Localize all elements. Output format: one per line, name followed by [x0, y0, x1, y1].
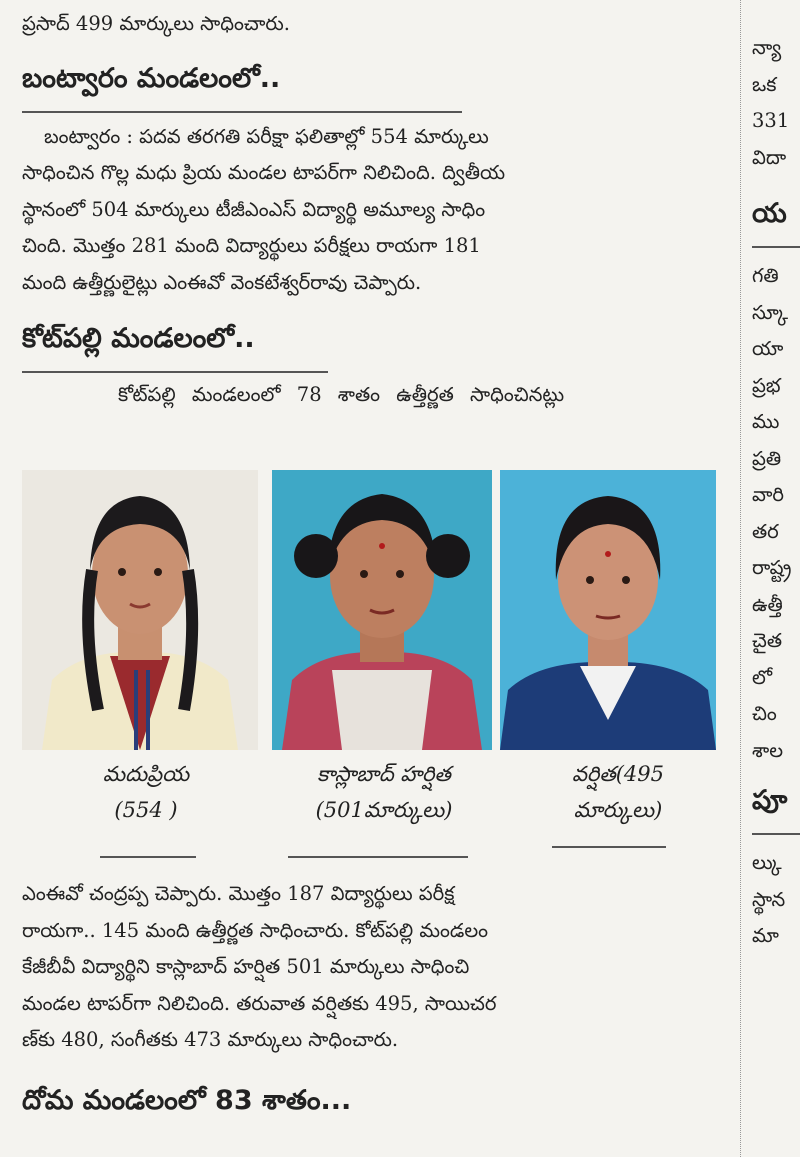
side-lines-bottom	[752, 845, 800, 955]
caption-name: మదుప్రియ	[102, 762, 190, 786]
caption-marks: (501మార్కులు)	[315, 798, 453, 822]
paragraph-line: మంది ఉత్తీర్ణులైట్లు ఎంఈవో వెంకటేశ్వర్‌రావు చెప్పారు.	[22, 270, 422, 294]
article-column	[22, 0, 728, 414]
caption-marks: మార్కులు)	[573, 798, 663, 822]
side-line: రాష్ట్ర	[752, 556, 792, 579]
side-line: ప్రతి	[752, 446, 782, 470]
caption-name: కాస్లాబాద్ హర్షిత	[317, 762, 451, 786]
paragraph-line: ణ్‌కు 480, సంగీతకు 473 మార్కులు సాధించారు.	[22, 1028, 399, 1051]
intro-line: ప్రసాద్ 499 మార్కులు సాధించారు.	[22, 12, 290, 35]
side-line: ఉత్తీ	[752, 592, 783, 616]
photo-caption-harshitha	[268, 756, 500, 828]
student-photo-madhupriya	[22, 470, 258, 750]
side-heading: య	[752, 198, 787, 229]
side-line: స్థాన	[752, 887, 786, 911]
side-line: ఒక	[752, 72, 777, 96]
section-heading-kotpalli: కోట్‌పల్లి మండలంలో..	[22, 323, 255, 354]
side-lines-top	[752, 30, 800, 176]
side-line: శాల	[752, 738, 784, 762]
photo-caption-varshitha	[510, 756, 726, 828]
section-body-bantwaram	[22, 119, 728, 302]
column-divider	[740, 0, 741, 1157]
side-rule	[752, 833, 800, 835]
adjacent-column	[752, 0, 800, 955]
side-line: 331	[752, 109, 790, 132]
paragraph-line: ఎంఈవో చంద్రప్ప చెప్పారు. మొత్తం 187 విద్యార్థులు పరీక్ష	[22, 882, 455, 905]
side-line: ము	[752, 410, 780, 433]
paragraph-line: మండల టాపర్‌గా నిలిచింది. తరువాత వర్షితకు 495, సాయిచర	[22, 991, 497, 1015]
caption-rule	[552, 846, 666, 848]
heading-rule	[22, 111, 462, 113]
section-heading-doma: దోమ మండలంలో 83 శాతం...	[22, 1084, 352, 1116]
caption-name: వర్షిత(495	[572, 762, 664, 786]
student-photo-varshitha	[500, 470, 716, 750]
side-line: న్యా	[752, 36, 782, 59]
heading-rule	[22, 371, 328, 373]
caption-rule	[288, 856, 468, 858]
side-line: వారి	[752, 483, 784, 506]
side-lines-mid	[752, 258, 800, 769]
side-line: విదా	[752, 145, 787, 169]
side-heading: పూ	[752, 785, 788, 816]
side-line: గతి	[752, 264, 779, 287]
side-line: ప్రభ	[752, 373, 781, 397]
side-line: యా	[752, 337, 784, 360]
side-line: మా	[752, 924, 779, 947]
side-line: తర	[752, 519, 779, 543]
section-heading-bantwaram: బంట్వారం మండలంలో..	[22, 62, 281, 94]
side-line: చైత	[752, 629, 782, 652]
paragraph-line: కోట్‌పల్లి మండలంలో 78 శాతం ఉత్తీర్ణత సాధించినట్లు	[118, 383, 565, 406]
article-continuation	[22, 876, 728, 1123]
side-line: చిం	[752, 702, 777, 725]
photo-strip	[22, 470, 716, 750]
paragraph-line: చింది. మొత్తం 281 మంది విద్యార్థులు పరీక్షలు రాయగా 181	[22, 234, 481, 257]
paragraph-line: కేజీబీవీ విద్యార్థిని కాస్లాబాద్ హర్షిత 501 మార్కులు సాధించి	[22, 955, 470, 978]
photo-caption-madhupriya	[36, 756, 256, 828]
side-rule	[752, 246, 800, 248]
paragraph-line: సాధించిన గొల్ల మధు ప్రియ మండల టాపర్‌గా నిలిచింది. ద్వితీయ	[22, 161, 506, 184]
side-line: స్కూ	[752, 300, 788, 324]
paragraph-line: బంట్వారం : పదవ తరగతి పరీక్షా ఫలితాల్లో 554 మార్కులు	[44, 124, 489, 148]
paragraph-line: రాయగా.. 145 మంది ఉత్తీర్ణత సాధించారు. కోట్‌పల్లి మండలం	[22, 918, 489, 942]
side-line: లో	[752, 665, 773, 689]
paragraph-line: స్థానంలో 504 మార్కులు టీజీఎంఎస్ విద్యార్థి అమూల్య సాధిం	[22, 197, 486, 221]
student-photo-harshitha	[272, 470, 492, 750]
caption-marks: (554 )	[114, 798, 178, 822]
caption-rule	[100, 856, 196, 858]
side-line: ల్కు	[752, 851, 782, 874]
